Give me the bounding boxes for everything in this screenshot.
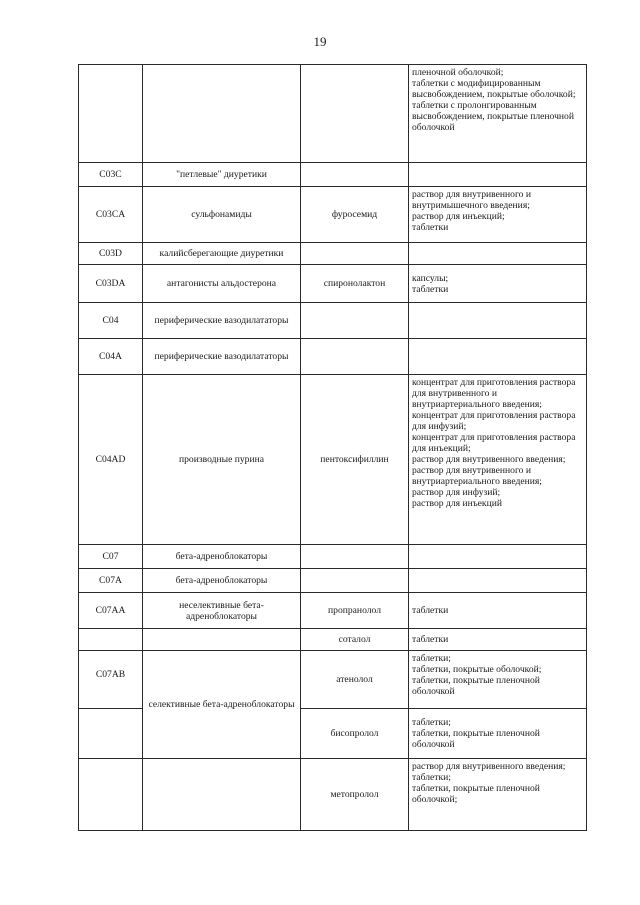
atc-code-cell: C03D [79,243,143,265]
dosage-forms-cell [409,243,587,265]
atc-code-cell [79,759,143,831]
dosage-forms-cell [409,651,587,709]
anatomical-group-cell: селективные бета-адреноблокаторы [143,651,301,759]
table-row [79,339,587,375]
dosage-forms-cell [409,65,587,163]
atc-code-cell: C07AB [79,651,143,709]
anatomical-group-cell: бета-адреноблокаторы [143,569,301,593]
anatomical-group-cell: антагонисты альдостерона [143,265,301,303]
anatomical-group-cell: калийсберегающие диуретики [143,243,301,265]
dosage-forms-cell [409,759,587,831]
anatomical-group-cell [143,629,301,651]
atc-code-cell: C07AA [79,593,143,629]
dosage-forms-cell [409,593,587,629]
atc-code-cell [79,629,143,651]
dosage-form: раствор для внутривенного введения; [412,454,566,465]
dosage-form: пленочной оболочкой; [412,67,504,78]
dosage-form: таблетки, покрытые оболочкой; [412,664,542,675]
anatomical-group-cell [143,759,301,831]
table-row [79,593,587,629]
drug-name-cell [301,243,409,265]
dosage-form: таблетки с модифицированным высвобождением, покрытые оболочкой; [412,78,576,100]
anatomical-group-cell: производные пурина [143,375,301,545]
dosage-forms-cell [409,709,587,759]
drug-name-cell: метопролол [301,759,409,831]
drug-name-cell [301,303,409,339]
drug-name-cell: фуросемид [301,187,409,243]
dosage-form: раствор для инфузий; [412,487,501,498]
atc-code-cell: C07 [79,545,143,569]
dosage-form: таблетки; [412,772,451,783]
drug-name-cell: соталол [301,629,409,651]
atc-drug-table [78,64,587,831]
drug-name-cell: атенолол [301,651,409,709]
dosage-forms-cell [409,545,587,569]
dosage-forms-cell [409,265,587,303]
dosage-form: концентрат для приготовления раствора для инъекций; [412,432,576,454]
anatomical-group-cell: периферические вазодилататоры [143,339,301,375]
atc-code-cell: C03DA [79,265,143,303]
drug-name-cell: пропранолол [301,593,409,629]
dosage-form: таблетки, покрытые пленочной оболочкой [412,675,540,697]
atc-code-cell: C07A [79,569,143,593]
dosage-forms-cell [409,375,587,545]
dosage-forms-cell [409,629,587,651]
dosage-form: раствор для внутривенного и внутриартериального введения; [412,465,542,487]
anatomical-group-cell: периферические вазодилататоры [143,303,301,339]
table-row [79,569,587,593]
atc-code-cell [79,709,143,759]
dosage-form: таблетки [412,605,449,616]
dosage-form: таблетки; [412,717,451,728]
table-row [79,187,587,243]
atc-code-cell: C04 [79,303,143,339]
drug-name-cell [301,163,409,187]
dosage-form: таблетки с пролонгированным высвобождением, покрытые пленочной оболочкой [412,100,574,133]
dosage-form: раствор для внутривенного и внутримышечного введения; [412,189,531,211]
drug-name-cell [301,65,409,163]
drug-name-cell [301,545,409,569]
atc-code-cell: C03C [79,163,143,187]
dosage-forms-cell [409,163,587,187]
anatomical-group-cell: сульфонамиды [143,187,301,243]
drug-name-cell: бисопролол [301,709,409,759]
page-number: 19 [313,34,327,49]
drug-name-cell [301,569,409,593]
table-row [79,759,587,831]
anatomical-group-cell: бета-адреноблокаторы [143,545,301,569]
table-row [79,545,587,569]
dosage-form: таблетки, покрытые пленочной оболочкой; [412,783,540,805]
dosage-form: концентрат для приготовления раствора для внутривенного и внутриартериального введения; [412,377,576,410]
table-row [79,375,587,545]
atc-code-cell: C03CA [79,187,143,243]
dosage-forms-cell [409,339,587,375]
anatomical-group-cell [143,65,301,163]
drug-name-cell [301,339,409,375]
dosage-form: концентрат для приготовления раствора для инфузий; [412,410,576,432]
table-row [79,651,587,709]
drug-name-cell: спиронолактон [301,265,409,303]
dosage-form: таблетки [412,634,449,645]
table-row [79,265,587,303]
table-row [79,303,587,339]
dosage-forms-cell [409,303,587,339]
drug-name-cell: пентоксифиллин [301,375,409,545]
table-row [79,243,587,265]
dosage-form: таблетки [412,222,449,233]
atc-code-cell: C04AD [79,375,143,545]
table-row [79,65,587,163]
dosage-form: раствор для внутривенного введения; [412,761,566,772]
dosage-form: таблетки, покрытые пленочной оболочкой [412,728,540,750]
dosage-form: капсулы; [412,272,449,284]
anatomical-group-cell: неселективные бета-адреноблокаторы [143,593,301,629]
atc-code-cell: C04A [79,339,143,375]
table-row [79,629,587,651]
anatomical-group-cell: "петлевые" диуретики [143,163,301,187]
table-row [79,163,587,187]
dosage-form: таблетки [412,283,449,295]
dosage-forms-cell [409,187,587,243]
dosage-form: раствор для инъекций; [412,211,505,222]
dosage-forms-cell [409,569,587,593]
dosage-form: таблетки; [412,653,451,664]
dosage-form: раствор для инъекций [412,498,502,509]
atc-code-cell [79,65,143,163]
